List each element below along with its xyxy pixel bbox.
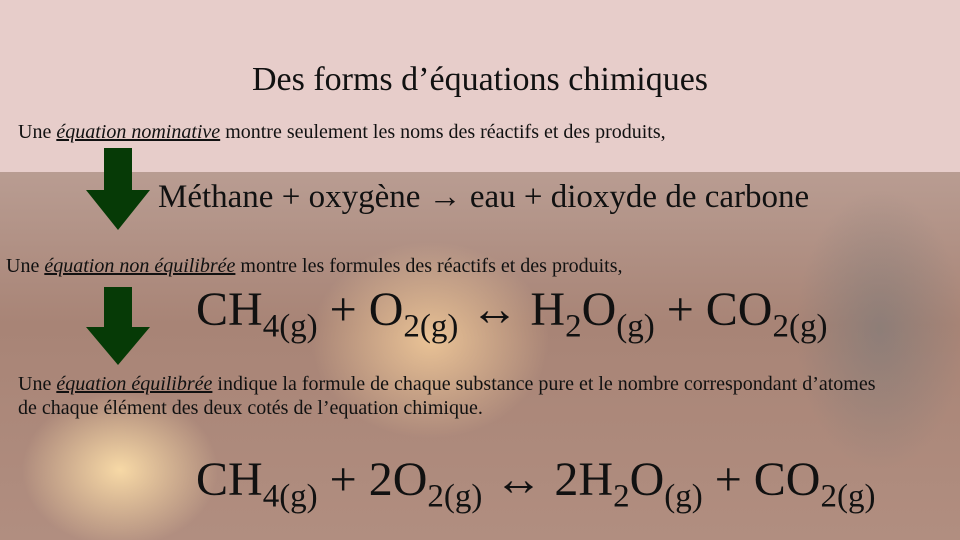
formula-subscript: 2(g) [772, 308, 828, 345]
nominative-description [18, 120, 666, 144]
desc-text: indique la formule de chaque substance pure et le nombre correspondant d’atomes de chaque élément des deux cotés de l’equation chimique. [18, 373, 876, 419]
unbalanced-description [6, 254, 623, 278]
formula-subscript: 2(g) [820, 478, 876, 515]
formula-subscript: (g) [616, 308, 655, 345]
formula-subscript: (g) [664, 478, 703, 515]
formula-part: + O [317, 283, 404, 336]
formula-part: O [581, 283, 617, 336]
term-nominative: équation nominative [56, 121, 221, 143]
term-balanced: équation équilibrée [56, 373, 213, 395]
desc-text: montre les formules des réactifs et des produits, [235, 255, 623, 277]
desc-text: Une [6, 255, 45, 277]
formula-subscript: 2 [565, 308, 582, 345]
balanced-description [18, 372, 898, 420]
formula-part: + 2O [317, 453, 428, 506]
formula-part: ↔ H [458, 283, 566, 336]
balanced-equation [196, 452, 876, 515]
desc-text: Une [18, 121, 57, 143]
desc-text: montre seulement les noms des réactifs et des produits, [220, 121, 666, 143]
formula-subscript: 4(g) [262, 308, 318, 345]
formula-subscript: 2(g) [427, 478, 483, 515]
formula-part: + CO [702, 453, 821, 506]
slide-title: Des forms d’équations chimiques [251, 61, 709, 98]
formula-part: CH [196, 453, 263, 506]
formula-part: O [629, 453, 665, 506]
down-arrow-icon [86, 148, 150, 230]
formula-subscript: 2 [613, 478, 630, 515]
term-unbalanced: équation non équilibrée [44, 255, 236, 277]
formula-part: ↔ 2H [482, 453, 614, 506]
down-arrow-icon [86, 287, 150, 365]
word-equation: Méthane + oxygène → eau + dioxyde de carbone [158, 179, 810, 215]
formula-part: + CO [654, 283, 773, 336]
formula-subscript: 2(g) [403, 308, 459, 345]
formula-part: CH [196, 283, 263, 336]
unbalanced-equation [196, 282, 828, 345]
formula-subscript: 4(g) [262, 478, 318, 515]
desc-text: Une [18, 373, 57, 395]
